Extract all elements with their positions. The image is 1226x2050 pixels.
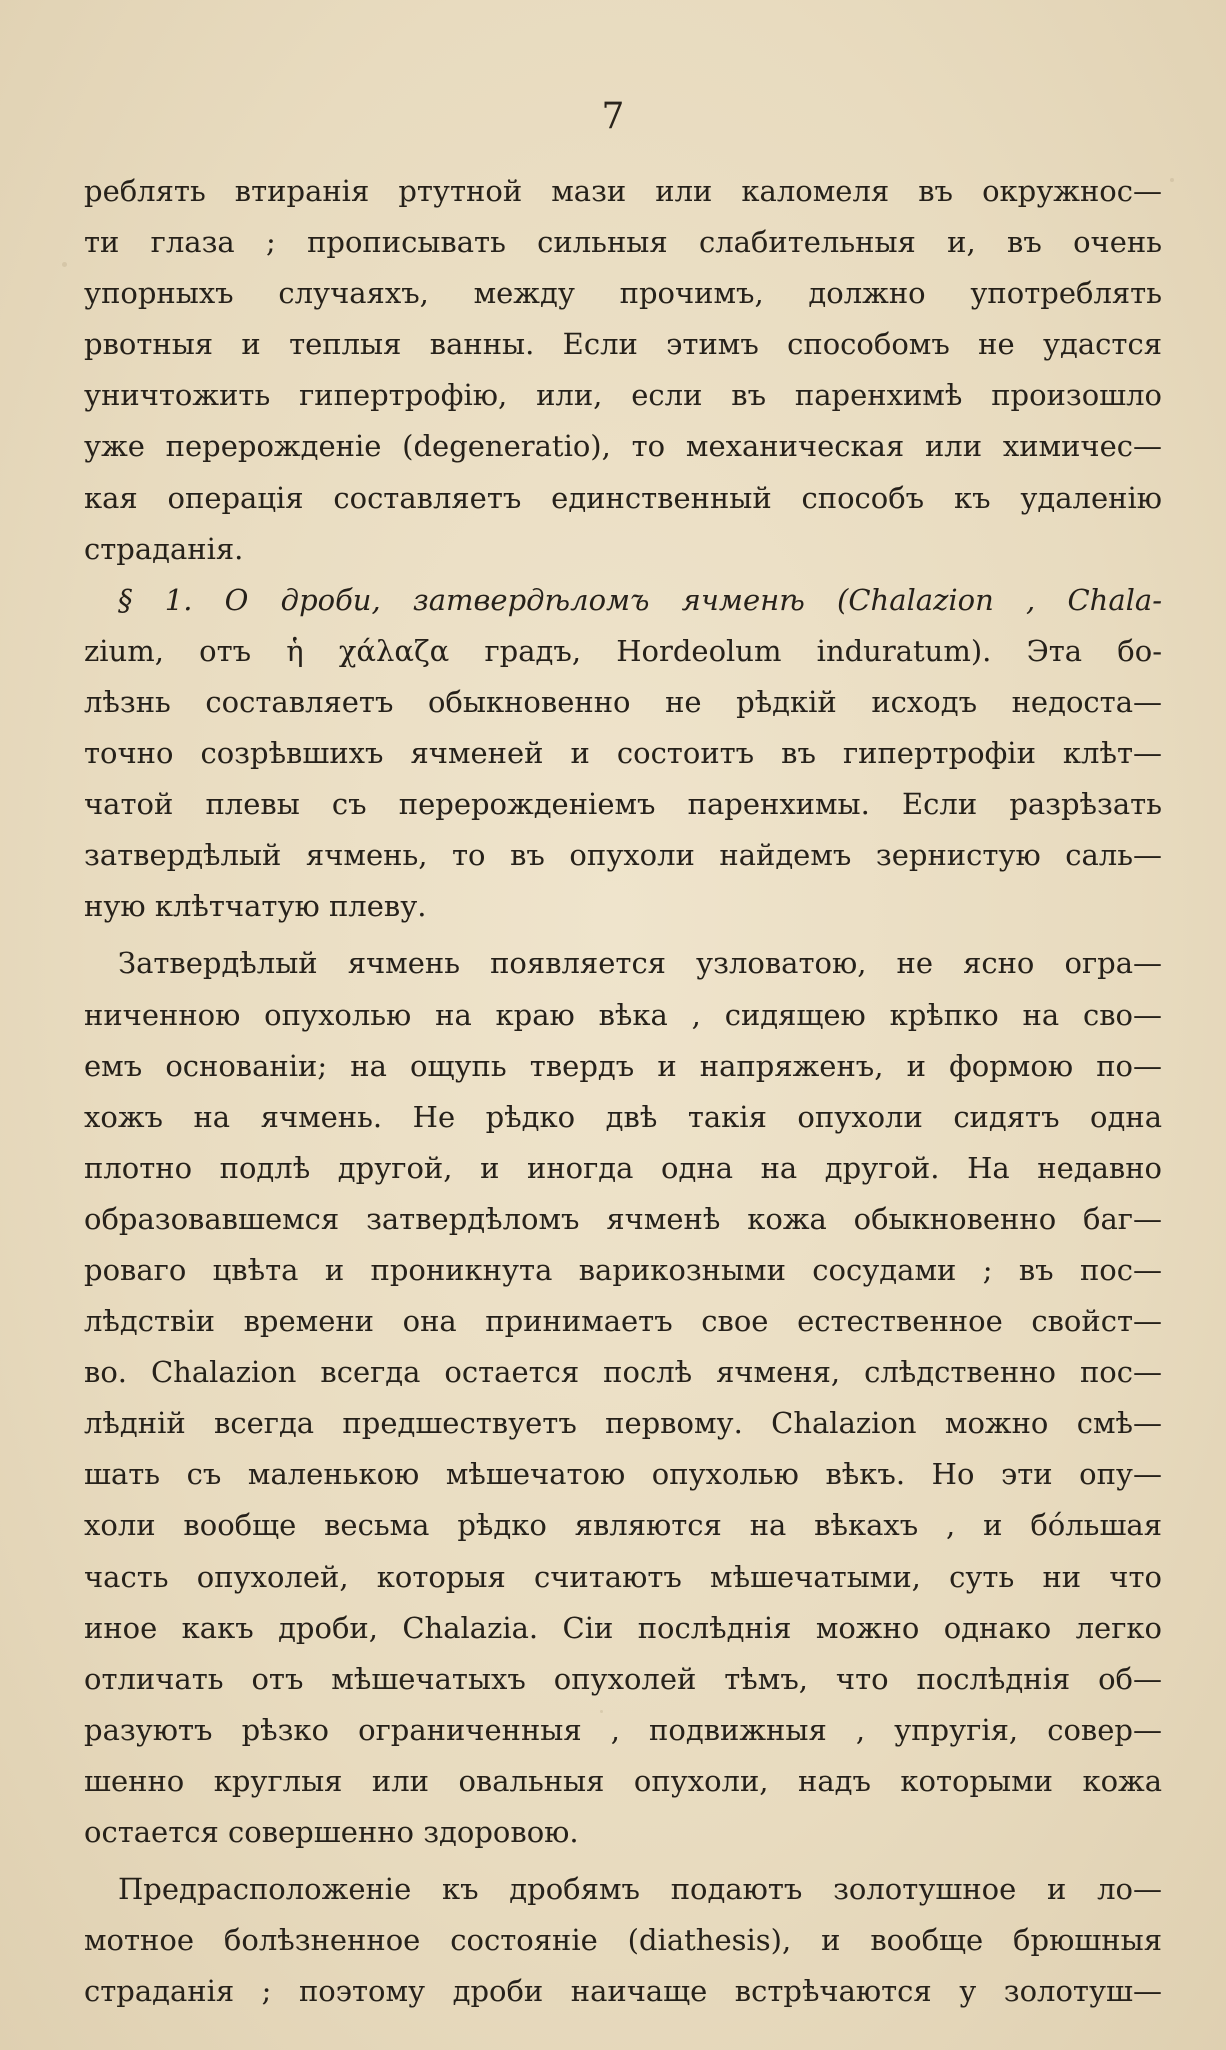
text-line: образовавшемся затвердѣломъ ячменѣ кожа обыкновенно баг—	[84, 1201, 1162, 1236]
text-line: отличать отъ мѣшечатыхъ опухолей тѣмъ, что послѣднія об—	[84, 1661, 1162, 1696]
text-line: мотное болѣзненное состояніе (diathesis), и вообще брюшныя	[84, 1923, 1162, 1958]
text-line: упорныхъ случаяхъ, между прочимъ, должно употреблять	[84, 276, 1162, 311]
text-line: емъ основаніи; на ощупь твердъ и напряженъ, и формою по—	[84, 1048, 1162, 1083]
text-line: ную клѣтчатую плеву.	[84, 889, 427, 924]
text-line: во. Chalazion всегда остается послѣ ячменя, слѣдственно пос—	[84, 1355, 1162, 1390]
text-line: чатой плевы съ перерожденіемъ паренхимы. Если разрѣзать	[84, 787, 1162, 822]
text-line: затвердѣлый ячмень, то въ опухоли найдемъ зернистую саль—	[84, 838, 1162, 873]
text-line: Предрасположеніе къ дробямъ подаютъ золотушное и ло—	[118, 1872, 1162, 1907]
text-line: хожъ на ячмень. Не рѣдко двѣ такія опухоли сидятъ одна	[84, 1099, 1162, 1134]
text-line: лѣдній всегда предшествуетъ первому. Chalazion можно смѣ—	[84, 1406, 1162, 1441]
text-line: уничтожить гипертрофію, или, если въ паренхимѣ произошло	[84, 378, 1162, 413]
text-line: плотно подлѣ другой, и иногда одна на другой. На недавно	[84, 1150, 1162, 1185]
text-line: разуютъ рѣзко ограниченныя , подвижныя , упругія, совер—	[84, 1712, 1162, 1747]
text-line: холи вообще весьма рѣдко являются на вѣкахъ , и бо́льшая	[84, 1508, 1162, 1543]
text-line: рвотныя и теплыя ванны. Если этимъ способомъ не удастся	[84, 327, 1162, 362]
section-heading-line: zium, отъ ἡ χάλαζα градъ, Hordeolum induratum). Эта бо-	[84, 633, 1162, 668]
text-line: точно созрѣвшихъ ячменей и состоитъ въ гипертрофіи клѣт—	[84, 736, 1162, 771]
text-line: страданія.	[84, 531, 244, 566]
page-number: 7	[601, 96, 625, 137]
text-line: кая операція составляетъ единственный способъ къ удаленію	[84, 480, 1162, 515]
paper-speck	[1170, 178, 1174, 182]
text-line: иное какъ дроби, Chalazia. Сіи послѣднія можно однако легко	[84, 1610, 1162, 1645]
text-line: остается совершенно здоровою.	[84, 1815, 579, 1849]
text-line: ти глаза ; прописывать сильныя слабительныя и, въ очень	[84, 225, 1162, 260]
section-heading-line: § 1. О дроби, затвердѣломъ ячменѣ (Chalazion , Chala-	[118, 582, 1162, 617]
text-line: шенно круглыя или овальныя опухоли, надъ которыми кожа	[84, 1763, 1162, 1798]
text-line: уже перерожденіе (degeneratio), то механическая или химичес—	[84, 429, 1162, 464]
text-line: страданія ; поэтому дроби наичаще встрѣчаются у золотуш—	[84, 1974, 1162, 2009]
text-line: роваго цвѣта и проникнута варикозными сосудами ; въ пос—	[84, 1252, 1162, 1287]
text-line: ниченною опухолью на краю вѣка , сидящею крѣпко на сво—	[84, 997, 1162, 1032]
text-line: лѣдствіи времени она принимаетъ свое естественное свойст—	[84, 1304, 1162, 1339]
text-line: реблять втиранія ртутной мази или каломеля въ окружнос—	[84, 174, 1162, 208]
text-line: часть опухолей, которыя считаютъ мѣшечатыми, суть ни что	[84, 1559, 1162, 1594]
body-text	[84, 166, 1162, 2017]
text-line: лѣзнь составляетъ обыкновенно не рѣдкій исходъ недоста—	[84, 684, 1162, 719]
text-line: Затвердѣлый ячмень появляется узловатою, не ясно огра—	[118, 946, 1162, 981]
paper-speck	[62, 262, 67, 267]
text-line: шать съ маленькою мѣшечатою опухолью вѣкъ. Но эти опу—	[84, 1457, 1162, 1492]
